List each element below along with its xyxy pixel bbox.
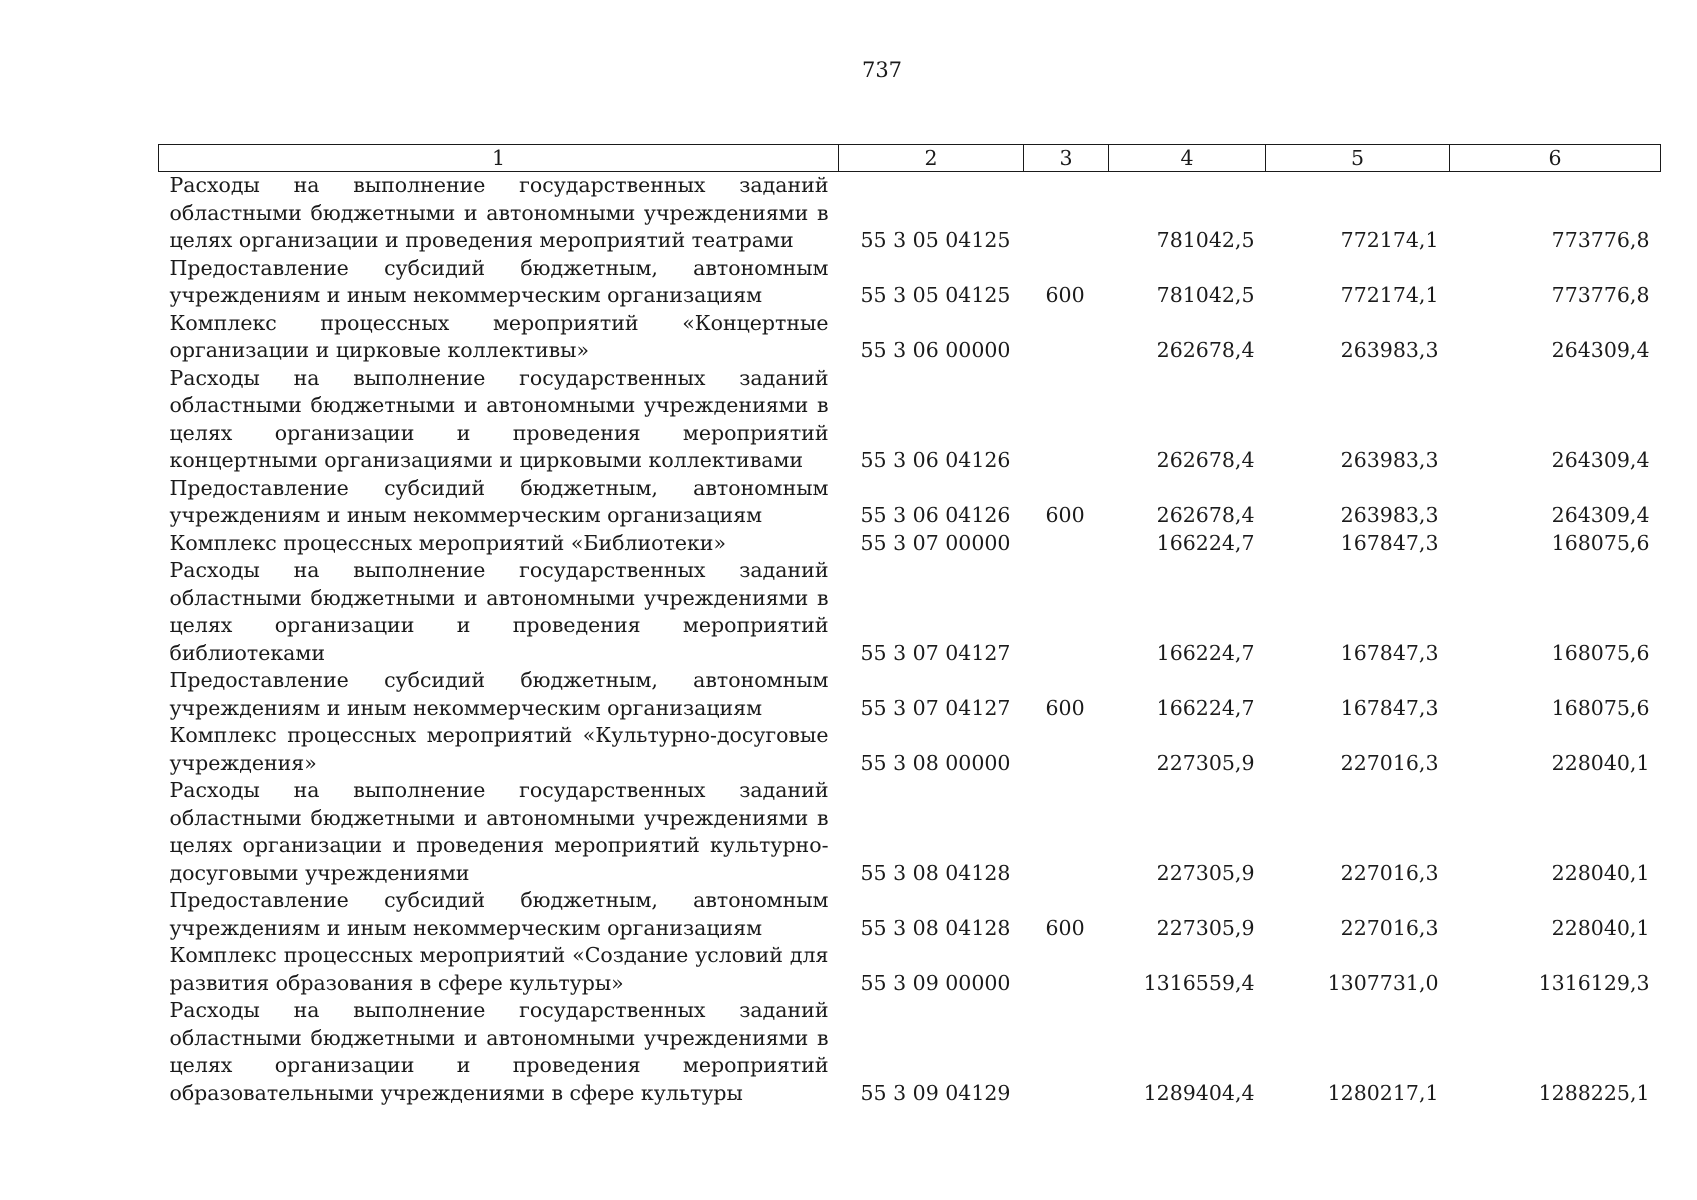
- row-name-cell: Расходы на выполнение государственных заданий областными бюджетными и автономными учреждениями в целях организации и проведения мероприятий театрами: [169, 173, 829, 252]
- row-value-col5-cell: 1280217,1: [1327, 1080, 1439, 1105]
- row-value-col5-cell: 227016,3: [1340, 915, 1439, 940]
- row-name-cell: Расходы на выполнение государственных заданий областными бюджетными и автономными учреждениями в целях организации и проведения мероприятий образовательными учреждениями в сфере культуры: [169, 998, 829, 1105]
- row-code-cell: 55 3 09 04129: [860, 1080, 1011, 1105]
- row-expense-type-cell: 600: [1045, 915, 1085, 940]
- row-value-col6-cell: 264309,4: [1551, 448, 1650, 472]
- row-expense-type-cell: [1024, 365, 1109, 475]
- row-value-col6-cell: 168075,6: [1551, 695, 1650, 720]
- row-value-col5-cell: 772174,1: [1340, 283, 1439, 307]
- row-code-cell: 55 3 09 00000: [860, 970, 1011, 995]
- row-value-col4-cell: 166224,7: [1156, 695, 1255, 720]
- row-value-col4-cell: 227305,9: [1156, 750, 1255, 775]
- table-header-row: [159, 145, 1661, 172]
- column-header-6: 6: [1450, 145, 1661, 172]
- row-value-col4-cell: 781042,5: [1156, 228, 1255, 252]
- row-value-col5-cell: 167847,3: [1340, 695, 1439, 720]
- row-value-col6-cell: 773776,8: [1551, 228, 1650, 252]
- row-code-cell: 55 3 08 04128: [860, 915, 1011, 940]
- row-value-col5-cell: 263983,3: [1340, 503, 1439, 527]
- table-row: [159, 172, 1661, 255]
- row-value-col4-cell: 227305,9: [1156, 915, 1255, 940]
- table-row: [159, 310, 1661, 365]
- row-name-cell: Комплекс процессных мероприятий «Библиотеки»: [169, 530, 726, 555]
- row-value-col4-cell: 166224,7: [1156, 530, 1255, 555]
- row-expense-type-cell: [1024, 942, 1109, 997]
- row-value-col5-cell: 167847,3: [1340, 640, 1439, 665]
- row-value-col5-cell: 263983,3: [1340, 448, 1439, 472]
- table-row: [159, 777, 1661, 887]
- row-code-cell: 55 3 06 04126: [860, 448, 1011, 472]
- row-expense-type-cell: [1024, 722, 1109, 777]
- row-code-cell: 55 3 06 00000: [860, 338, 1011, 362]
- table-row: [159, 365, 1661, 475]
- row-name-cell: Расходы на выполнение государственных заданий областными бюджетными и автономными учреждениями в целях организации и проведения мероприятий концертными организациями и цирковыми коллективами: [169, 365, 829, 472]
- row-name-cell: Расходы на выполнение государственных заданий областными бюджетными и автономными учреждениями в целях организации и проведения мероприятий культурно-досуговыми учреждениями: [169, 778, 829, 885]
- row-value-col4-cell: 227305,9: [1156, 860, 1255, 885]
- row-name-cell: Предоставление субсидий бюджетным, автономным учреждениям и иным некоммерческим организациям: [169, 888, 829, 940]
- table-row: [159, 997, 1661, 1107]
- column-header-4: 4: [1109, 145, 1266, 172]
- budget-table: [158, 144, 1661, 1107]
- row-expense-type-cell: [1024, 997, 1109, 1107]
- column-header-1: 1: [159, 145, 839, 172]
- row-name-cell: Комплекс процессных мероприятий «Культурно-досуговые учреждения»: [169, 723, 829, 775]
- row-name-cell: Предоставление субсидий бюджетным, автономным учреждениям и иным некоммерческим организациям: [169, 255, 829, 307]
- row-value-col4-cell: 262678,4: [1156, 503, 1255, 527]
- row-code-cell: 55 3 08 04128: [860, 860, 1011, 885]
- table-body: [159, 172, 1661, 1108]
- row-value-col6-cell: 264309,4: [1551, 338, 1650, 362]
- table-row: [159, 942, 1661, 997]
- table-row: [159, 722, 1661, 777]
- row-value-col6-cell: 228040,1: [1551, 750, 1650, 775]
- table-row: [159, 530, 1661, 558]
- row-code-cell: 55 3 06 04126: [860, 503, 1011, 527]
- row-code-cell: 55 3 05 04125: [860, 283, 1011, 307]
- row-value-col6-cell: 228040,1: [1551, 915, 1650, 940]
- page-number: 737: [861, 58, 903, 82]
- row-name-cell: Расходы на выполнение государственных заданий областными бюджетными и автономными учреждениями в целях организации и проведения мероприятий библиотеками: [169, 558, 829, 665]
- row-expense-type-cell: 600: [1045, 503, 1085, 527]
- row-name-cell: Комплекс процессных мероприятий «Создание условий для развития образования в сфере культуры»: [169, 943, 829, 995]
- row-expense-type-cell: [1024, 172, 1109, 255]
- row-value-col6-cell: 228040,1: [1551, 860, 1650, 885]
- row-name-cell: Предоставление субсидий бюджетным, автономным учреждениям и иным некоммерческим организациям: [169, 475, 829, 527]
- column-header-3: 3: [1024, 145, 1109, 172]
- row-code-cell: 55 3 05 04125: [860, 228, 1011, 252]
- column-header-2: 2: [839, 145, 1024, 172]
- row-code-cell: 55 3 08 00000: [860, 750, 1011, 775]
- row-value-col4-cell: 262678,4: [1156, 338, 1255, 362]
- row-value-col5-cell: 772174,1: [1340, 228, 1439, 252]
- table-row: [159, 557, 1661, 667]
- row-value-col6-cell: 1316129,3: [1538, 970, 1650, 995]
- row-value-col4-cell: 1289404,4: [1143, 1080, 1255, 1105]
- row-value-col5-cell: 263983,3: [1340, 338, 1439, 362]
- row-value-col4-cell: 262678,4: [1156, 448, 1255, 472]
- row-name-cell: Предоставление субсидий бюджетным, автономным учреждениям и иным некоммерческим организациям: [169, 668, 829, 720]
- row-value-col4-cell: 166224,7: [1156, 640, 1255, 665]
- table-row: [159, 887, 1661, 942]
- row-code-cell: 55 3 07 04127: [860, 695, 1011, 720]
- column-header-5: 5: [1266, 145, 1450, 172]
- row-name-cell: Комплекс процессных мероприятий «Концертные организации и цирковые коллективы»: [169, 310, 829, 362]
- row-value-col6-cell: 168075,6: [1551, 640, 1650, 665]
- row-value-col4-cell: 781042,5: [1156, 283, 1255, 307]
- row-code-cell: 55 3 07 04127: [860, 640, 1011, 665]
- row-expense-type-cell: 600: [1045, 283, 1085, 307]
- row-expense-type-cell: [1024, 557, 1109, 667]
- table-row: [159, 475, 1661, 530]
- row-code-cell: 55 3 07 00000: [860, 530, 1011, 555]
- row-value-col5-cell: 167847,3: [1340, 530, 1439, 555]
- row-value-col5-cell: 227016,3: [1340, 860, 1439, 885]
- row-value-col6-cell: 773776,8: [1551, 283, 1650, 307]
- table-row: [159, 667, 1661, 722]
- row-value-col6-cell: 168075,6: [1551, 530, 1650, 555]
- row-value-col5-cell: 1307731,0: [1327, 970, 1439, 995]
- row-value-col4-cell: 1316559,4: [1143, 970, 1255, 995]
- row-value-col6-cell: 1288225,1: [1538, 1080, 1650, 1105]
- row-expense-type-cell: [1024, 530, 1109, 558]
- row-expense-type-cell: 600: [1045, 695, 1085, 720]
- row-value-col5-cell: 227016,3: [1340, 750, 1439, 775]
- row-expense-type-cell: [1024, 777, 1109, 887]
- row-value-col6-cell: 264309,4: [1551, 503, 1650, 527]
- row-expense-type-cell: [1024, 310, 1109, 365]
- table-row: [159, 255, 1661, 310]
